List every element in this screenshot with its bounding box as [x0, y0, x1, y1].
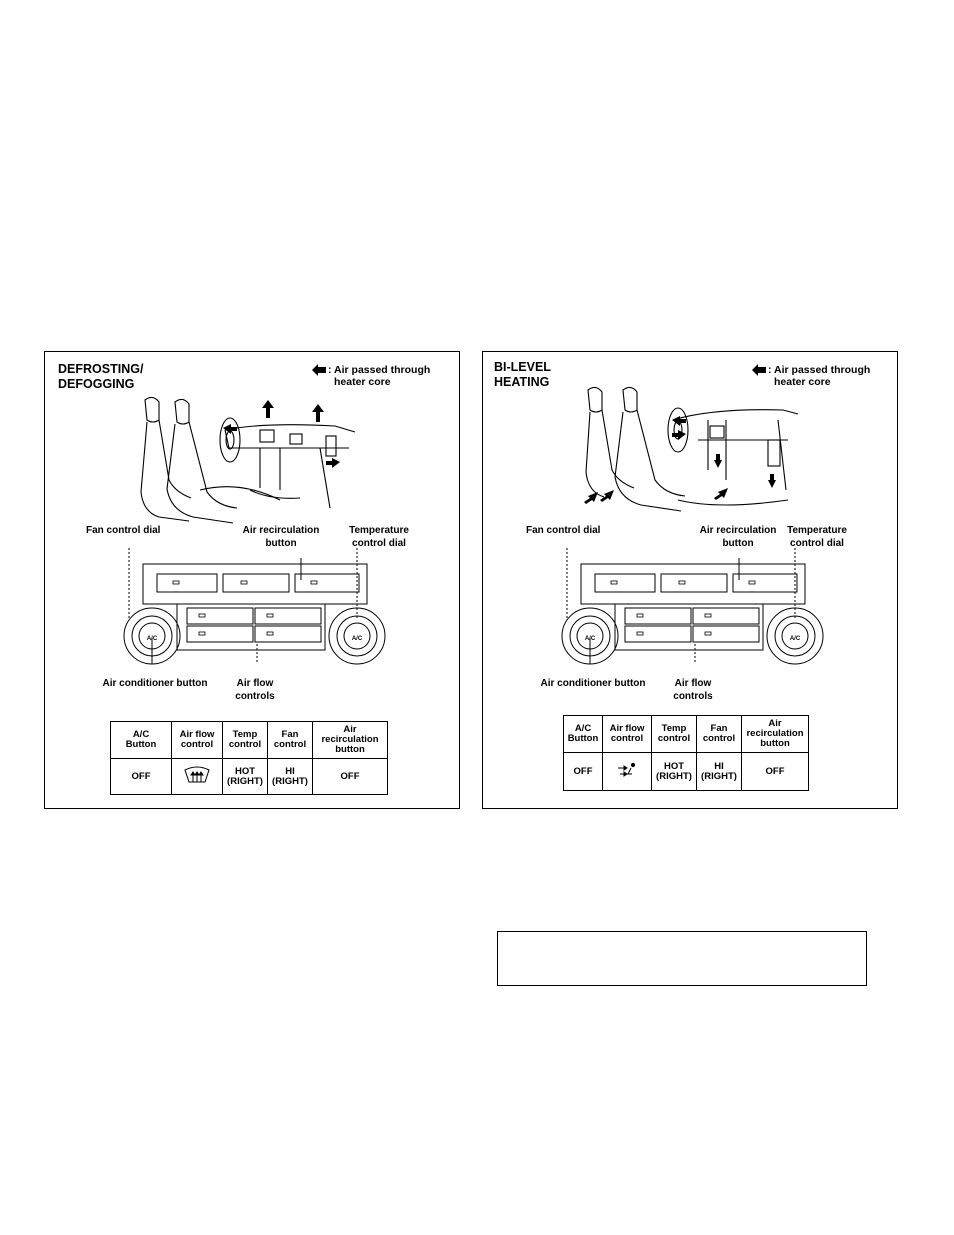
settings-table: [110, 721, 388, 795]
climate-control-console: [543, 548, 843, 678]
air-recirculation-label: [231, 524, 331, 550]
header-fan: Fan control: [268, 722, 313, 759]
airflow-label-line-1: Air flow: [236, 678, 274, 689]
air-recirculation-label: [688, 524, 788, 550]
bi-level-panel: [482, 351, 898, 809]
legend-line-1: : Air passed through: [328, 364, 431, 376]
airflow-label-line-2: controls: [235, 691, 275, 702]
temperature-dial-label: [339, 524, 419, 550]
temp-label-line-2: control dial: [790, 538, 844, 549]
air-flow-controls-label: [225, 677, 285, 703]
header-ac: A/C Button: [111, 722, 172, 759]
temp-label-line-1: Temperature: [787, 525, 847, 536]
airflow-label-line-1: Air flow: [674, 678, 712, 689]
table-header-row: [564, 716, 809, 753]
air-conditioner-button-label: Air conditioner button: [540, 678, 646, 689]
defrost-icon: [183, 766, 211, 784]
cell-recirc: OFF: [742, 753, 809, 791]
temp-label-line-2: control dial: [352, 538, 406, 549]
panel-title: [58, 362, 143, 392]
heater-air-arrow-icon: [752, 364, 766, 376]
airflow-label-line-2: controls: [673, 691, 713, 702]
header-fan: Fan control: [697, 716, 742, 753]
recirc-label-line-2: button: [722, 538, 754, 549]
temp-label-line-1: Temperature: [349, 525, 409, 536]
cell-airflow: [172, 759, 223, 795]
legend: [328, 364, 430, 388]
header-recirc: Air recirculation button: [313, 722, 388, 759]
cell-temp: HOT (RIGHT): [223, 759, 268, 795]
table-header-row: [111, 722, 388, 759]
header-temp: Temp control: [223, 722, 268, 759]
header-temp: Temp control: [652, 716, 697, 753]
header-recirc: Air recirculation button: [742, 716, 809, 753]
legend-line-2: heater core: [334, 376, 391, 388]
cell-ac: OFF: [564, 753, 603, 791]
air-flow-controls-label: [663, 677, 723, 703]
heater-air-arrow-icon: [312, 364, 326, 376]
car-interior-illustration: [130, 390, 360, 525]
cell-fan: HI (RIGHT): [697, 753, 742, 791]
table-row: [564, 753, 809, 791]
car-interior-illustration: [578, 380, 803, 520]
legend-line-2: heater core: [774, 376, 831, 388]
title-line-2: HEATING: [494, 375, 550, 389]
ac-dial-text: A/C: [584, 636, 596, 642]
temperature-dial-label: [777, 524, 857, 550]
header-ac: A/C Button: [564, 716, 603, 753]
legend-line-1: : Air passed through: [768, 364, 871, 376]
panel-title: [494, 360, 551, 390]
settings-table: [563, 715, 809, 791]
recirc-label-line-1: Air recirculation: [242, 525, 320, 536]
title-line-1: DEFROSTING/: [58, 362, 144, 376]
recirc-label-line-2: button: [265, 538, 297, 549]
cell-ac: OFF: [111, 759, 172, 795]
title-line-1: BI-LEVEL: [494, 360, 551, 374]
temp-dial-text: A/C: [351, 636, 363, 642]
cell-fan: HI (RIGHT): [268, 759, 313, 795]
defrosting-panel: [44, 351, 460, 809]
climate-control-console: [105, 548, 405, 678]
cell-recirc: OFF: [313, 759, 388, 795]
recirc-label-line-1: Air recirculation: [699, 525, 777, 536]
fan-control-dial-label: Fan control dial: [526, 525, 601, 536]
fan-control-dial-label: Fan control dial: [86, 525, 161, 536]
bi-level-icon: [616, 762, 638, 778]
header-airflow: Air flow control: [172, 722, 223, 759]
temp-dial-text: A/C: [789, 636, 801, 642]
air-conditioner-button-label: Air conditioner button: [102, 678, 208, 689]
ac-dial-text: A/C: [146, 636, 158, 642]
title-line-2: DEFOGGING: [58, 377, 135, 391]
empty-note-box: [497, 931, 867, 986]
header-airflow: Air flow control: [603, 716, 652, 753]
cell-airflow: [603, 753, 652, 791]
table-row: [111, 759, 388, 795]
cell-temp: HOT (RIGHT): [652, 753, 697, 791]
